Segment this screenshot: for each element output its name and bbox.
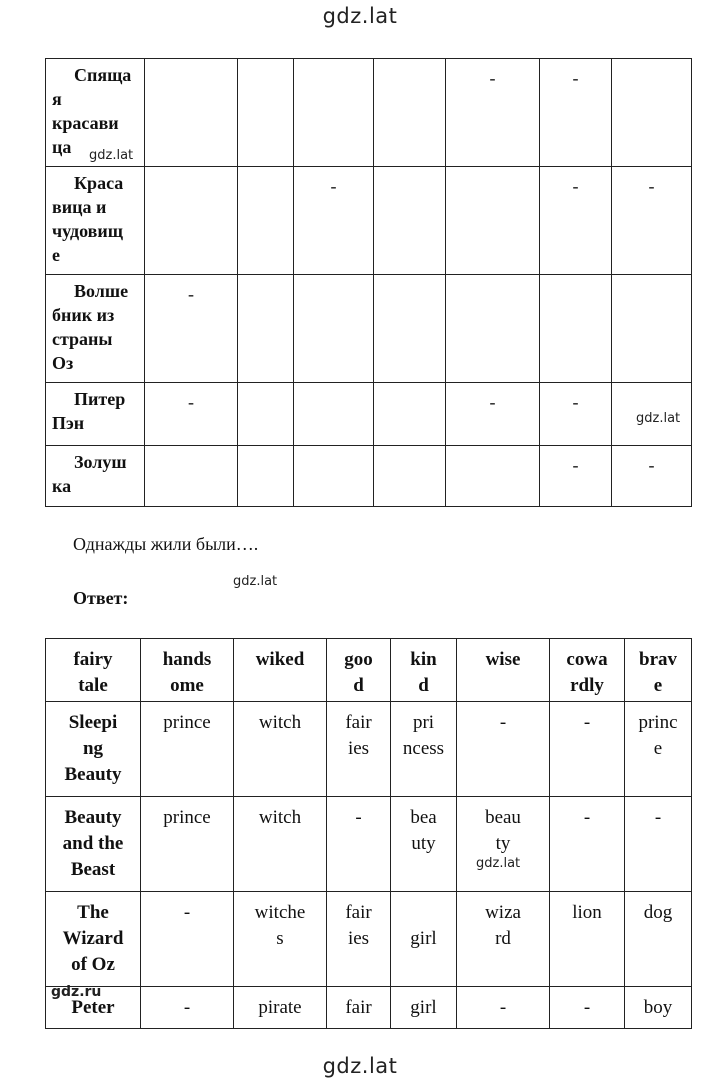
table-cell: witche s	[234, 892, 327, 987]
table-cell: -	[550, 797, 625, 892]
table-cell: -	[612, 446, 692, 507]
table-cell	[446, 167, 540, 275]
table-cell: witch	[234, 702, 327, 797]
row-label: Спяща я красави ца	[46, 59, 145, 167]
table-cell	[446, 275, 540, 383]
table-cell: -	[540, 446, 612, 507]
column-header: cowa rdly	[550, 639, 625, 702]
table-row	[46, 59, 692, 167]
table-cell	[145, 446, 238, 507]
table-cell	[374, 59, 446, 167]
table-cell: fair ies	[327, 702, 391, 797]
table-cell: -	[446, 59, 540, 167]
table-cell: -	[327, 797, 391, 892]
table-cell	[238, 446, 294, 507]
table-cell	[294, 275, 374, 383]
column-header: wise	[457, 639, 550, 702]
table-cell	[238, 167, 294, 275]
table-cell: -	[457, 702, 550, 797]
table-cell	[612, 59, 692, 167]
table-cell: -	[145, 275, 238, 383]
table-cell	[612, 275, 692, 383]
table-cell: witch	[234, 797, 327, 892]
table-cell: beau ty	[457, 797, 550, 892]
table-cell	[446, 446, 540, 507]
table-cell: wiza rd	[457, 892, 550, 987]
table-row	[46, 275, 692, 383]
row-label: Beauty and the Beast	[46, 797, 141, 892]
column-header: goo d	[327, 639, 391, 702]
table-cell: boy	[625, 987, 692, 1029]
watermark-top: gdz.lat	[322, 4, 398, 28]
table-cell	[540, 275, 612, 383]
table-cell: -	[141, 892, 234, 987]
row-label: Sleepi ng Beauty	[46, 702, 141, 797]
table-header-row	[46, 639, 692, 702]
table-cell: pirate	[234, 987, 327, 1029]
table-row	[46, 702, 692, 797]
column-header: fairy tale	[46, 639, 141, 702]
watermark-small: gdz.lat	[476, 856, 521, 871]
table-cell	[374, 275, 446, 383]
column-header: kin d	[391, 639, 457, 702]
table-cell: -	[446, 383, 540, 446]
table-cell: -	[457, 987, 550, 1029]
table-cell: -	[612, 167, 692, 275]
table-cell: -	[550, 702, 625, 797]
row-label: Питер Пэн	[46, 383, 145, 446]
table-cell	[238, 383, 294, 446]
table-cell	[374, 167, 446, 275]
watermark-small: gdz.lat	[636, 411, 681, 426]
answer-label: Ответ:	[73, 588, 129, 608]
table-cell	[294, 446, 374, 507]
table-cell: -	[550, 987, 625, 1029]
table-cell	[374, 446, 446, 507]
row-label: Peter	[46, 987, 141, 1029]
table-cell: pri ncess	[391, 702, 457, 797]
table-row	[46, 797, 692, 892]
table-cell	[238, 275, 294, 383]
table-cell	[145, 167, 238, 275]
table-cell: girl	[391, 987, 457, 1029]
watermark-ru: gdz.ru	[51, 984, 102, 1000]
table-cell: dog	[625, 892, 692, 987]
row-label: Волше бник из страны Оз	[46, 275, 145, 383]
table-cell: -	[540, 59, 612, 167]
column-header: wiked	[234, 639, 327, 702]
row-label: Золуш ка	[46, 446, 145, 507]
table-cell: girl	[391, 892, 457, 987]
table-cell	[294, 383, 374, 446]
table-cell: -	[145, 383, 238, 446]
table-row	[46, 167, 692, 275]
characters-table-ru	[45, 58, 692, 507]
table-cell	[238, 59, 294, 167]
table-row	[46, 446, 692, 507]
table-cell: -	[540, 383, 612, 446]
table-row	[46, 987, 692, 1029]
watermark-small: gdz.lat	[89, 148, 134, 163]
table-cell: lion	[550, 892, 625, 987]
table-cell: princ e	[625, 702, 692, 797]
table-cell	[294, 59, 374, 167]
table-cell	[145, 59, 238, 167]
table-cell: fair	[327, 987, 391, 1029]
column-header: brav e	[625, 639, 692, 702]
table-cell: fair ies	[327, 892, 391, 987]
table-cell: -	[294, 167, 374, 275]
row-label: The Wizard of Oz	[46, 892, 141, 987]
table-cell: -	[540, 167, 612, 275]
answer-table	[45, 638, 692, 1029]
table-cell: -	[141, 987, 234, 1029]
table-row	[46, 892, 692, 987]
column-header: hands ome	[141, 639, 234, 702]
watermark-bottom: gdz.lat	[322, 1054, 398, 1078]
table-cell: -	[625, 797, 692, 892]
row-label: Краса вица и чудовищ е	[46, 167, 145, 275]
table-cell	[374, 383, 446, 446]
table-row	[46, 383, 692, 446]
table-cell: prince	[141, 797, 234, 892]
table-cell: prince	[141, 702, 234, 797]
table-cell: bea uty	[391, 797, 457, 892]
intro-text: Однажды жили были….	[73, 534, 259, 554]
watermark-small: gdz.lat	[233, 574, 278, 589]
